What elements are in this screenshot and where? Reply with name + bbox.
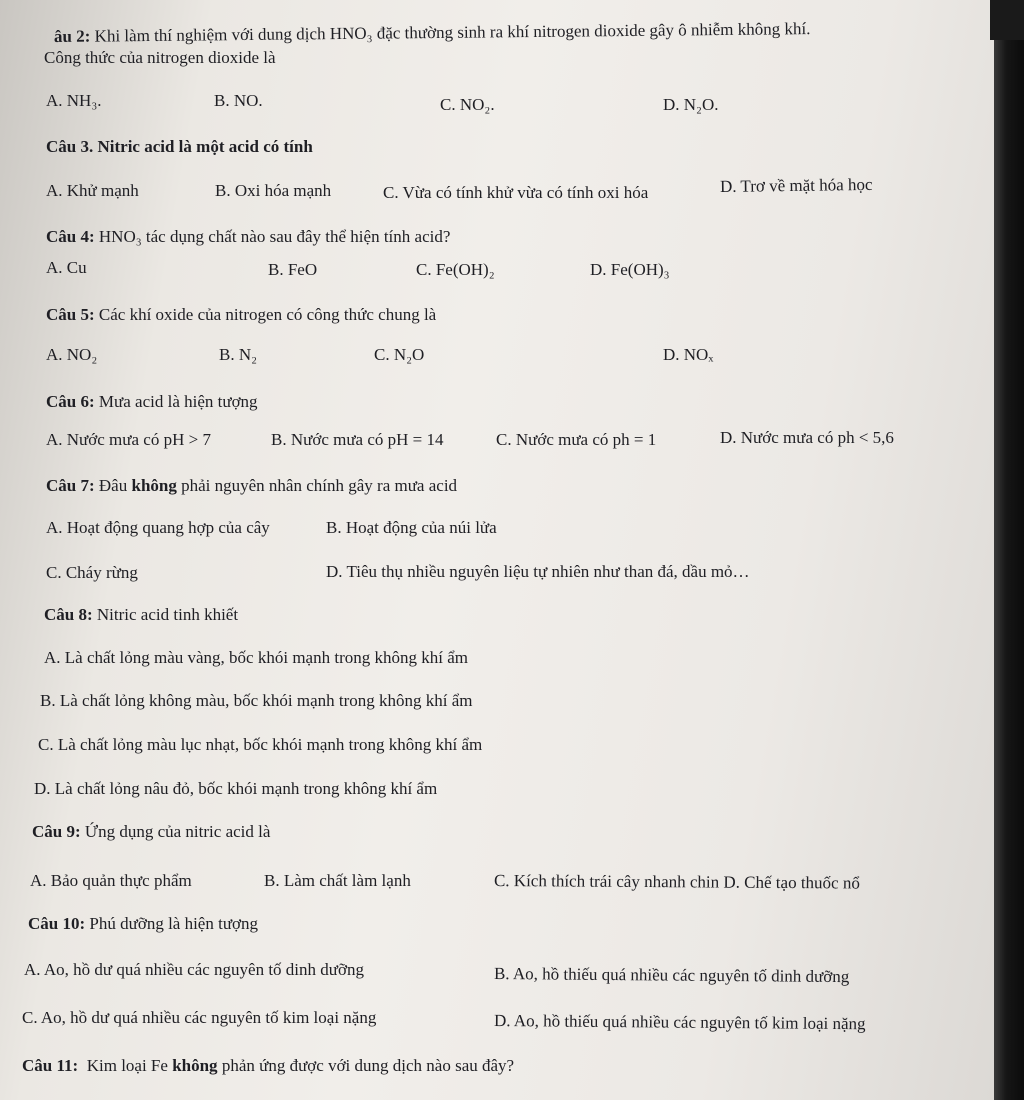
question-7-option-b: B. Hoạt động của núi lửa [326, 518, 497, 537]
question-10-text: Phú dưỡng là hiện tượng [89, 914, 259, 933]
question-4-option-b: B. FeO [268, 260, 318, 279]
question-8-option-d: D. Là chất lỏng nâu đỏ, bốc khói mạnh trong không khí ẩm [34, 779, 438, 798]
question-4-option-a: A. Cu [46, 258, 87, 277]
question-6-heading [46, 392, 258, 412]
question-5-label: Câu 5: [46, 305, 95, 324]
question-7-text-pre: Đâu [98, 476, 128, 495]
question-7-text-post: phải nguyên nhân chính gây ra mưa acid [181, 476, 458, 495]
question-5-heading [46, 305, 436, 325]
question-11-text-post: phản ứng được với dung dịch nào sau đây? [221, 1056, 515, 1075]
question-6-option-a: A. Nước mưa có pH > 7 [46, 430, 211, 449]
question-9-option-c: C. Kích thích trái cây nhanh chin D. Chế tạo thuốc nổ [493, 871, 860, 893]
question-11-text-pre: Kim loại Fe [86, 1056, 168, 1075]
question-5-option-a: A. NO₂ [46, 345, 98, 364]
question-11-heading [22, 1056, 514, 1076]
question-2-option-a: A. NH₃. [46, 91, 102, 110]
question-4-label: Câu 4: [46, 227, 95, 246]
question-2-label: âu 2: [53, 26, 91, 46]
dark-corner [990, 0, 1024, 40]
question-7-label: Câu 7: [46, 476, 95, 495]
question-2-line-2: Công thức của nitrogen dioxide là [44, 48, 276, 67]
question-8-option-b: B. Là chất lỏng không màu, bốc khói mạnh trong không khí ẩm [40, 691, 473, 710]
question-4-heading [46, 227, 450, 247]
question-7-emphasis: không [131, 476, 177, 495]
question-2-text: Khi làm thí nghiệm với dung dịch HNO₃ đặc thường sinh ra khí nitrogen dioxide gây ô nhiễm không khí. [94, 19, 811, 46]
question-10-label: Câu 10: [28, 914, 86, 933]
question-6-option-c: C. Nước mưa có ph = 1 [496, 430, 657, 449]
dark-background-edge [994, 0, 1024, 1100]
question-6-option-d: D. Nước mưa có ph < 5,6 [720, 428, 894, 447]
question-10-option-c: C. Ao, hồ dư quá nhiều các nguyên tố kim loại nặng [22, 1008, 377, 1027]
question-2-option-b: B. NO. [214, 91, 263, 110]
question-6-label: Câu 6: [46, 392, 95, 411]
question-10-option-b: B. Ao, hồ thiếu quá nhiều các nguyên tố dinh dưỡng [493, 964, 850, 987]
question-9-text: Ứng dụng của nitric acid là [84, 822, 271, 841]
question-2-option-d: D. N₂O. [663, 95, 719, 114]
question-3-label: Câu 3. Nitric acid là một acid có tính [46, 137, 313, 156]
question-11-emphasis: không [172, 1056, 218, 1075]
question-6-option-b: B. Nước mưa có pH = 14 [271, 430, 444, 449]
question-7-heading [46, 476, 457, 496]
question-8-option-c: C. Là chất lỏng màu lục nhạt, bốc khói mạnh trong không khí ẩm [38, 735, 483, 754]
question-11-label: Câu 11: [22, 1056, 79, 1075]
question-4-option-d: D. Fe(OH)₃ [590, 260, 670, 279]
question-3-option-b: B. Oxi hóa mạnh [215, 181, 332, 200]
question-10-option-a: A. Ao, hồ dư quá nhiều các nguyên tố dinh dưỡng [24, 960, 364, 979]
question-4-option-c: C. Fe(OH)₂ [416, 260, 495, 279]
question-10-option-d: D. Ao, hồ thiếu quá nhiều các nguyên tố kim loại nặng [493, 1011, 866, 1034]
question-6-text: Mưa acid là hiện tượng [98, 392, 258, 411]
question-8-text: Nitric acid tinh khiết [96, 605, 239, 624]
question-8-label: Câu 8: [44, 605, 93, 624]
question-3-heading [46, 137, 313, 157]
question-9-label: Câu 9: [32, 822, 81, 841]
question-10-heading [28, 914, 258, 934]
question-7-option-a: A. Hoạt động quang hợp của cây [46, 518, 270, 537]
question-2-option-c: C. NO₂. [440, 95, 495, 114]
question-3-option-d: D. Trơ về mặt hóa học [719, 174, 873, 196]
question-7-option-c: C. Cháy rừng [46, 563, 138, 582]
question-7-option-d: D. Tiêu thụ nhiều nguyên liệu tự nhiên như than đá, dầu mỏ… [326, 562, 750, 581]
question-4-text: HNO₃ tác dụng chất nào sau đây thể hiện tính acid? [98, 227, 451, 246]
question-3-option-c: C. Vừa có tính khử vừa có tính oxi hóa [383, 183, 649, 202]
question-5-text: Các khí oxide của nitrogen có công thức chung là [98, 305, 437, 324]
question-9-option-a: A. Bảo quản thực phẩm [30, 871, 192, 890]
question-9-heading [32, 822, 270, 842]
question-5-option-c: C. N₂O [374, 345, 425, 364]
question-3-option-a: A. Khử mạnh [46, 181, 139, 200]
question-5-option-b: B. N₂ [219, 345, 258, 364]
question-8-option-a: A. Là chất lỏng màu vàng, bốc khói mạnh trong không khí ẩm [44, 648, 468, 667]
question-8-heading [44, 605, 238, 625]
question-5-option-d: D. NOₓ [663, 345, 714, 364]
question-2-line-1 [54, 19, 811, 47]
question-9-option-b: B. Làm chất làm lạnh [264, 871, 411, 890]
